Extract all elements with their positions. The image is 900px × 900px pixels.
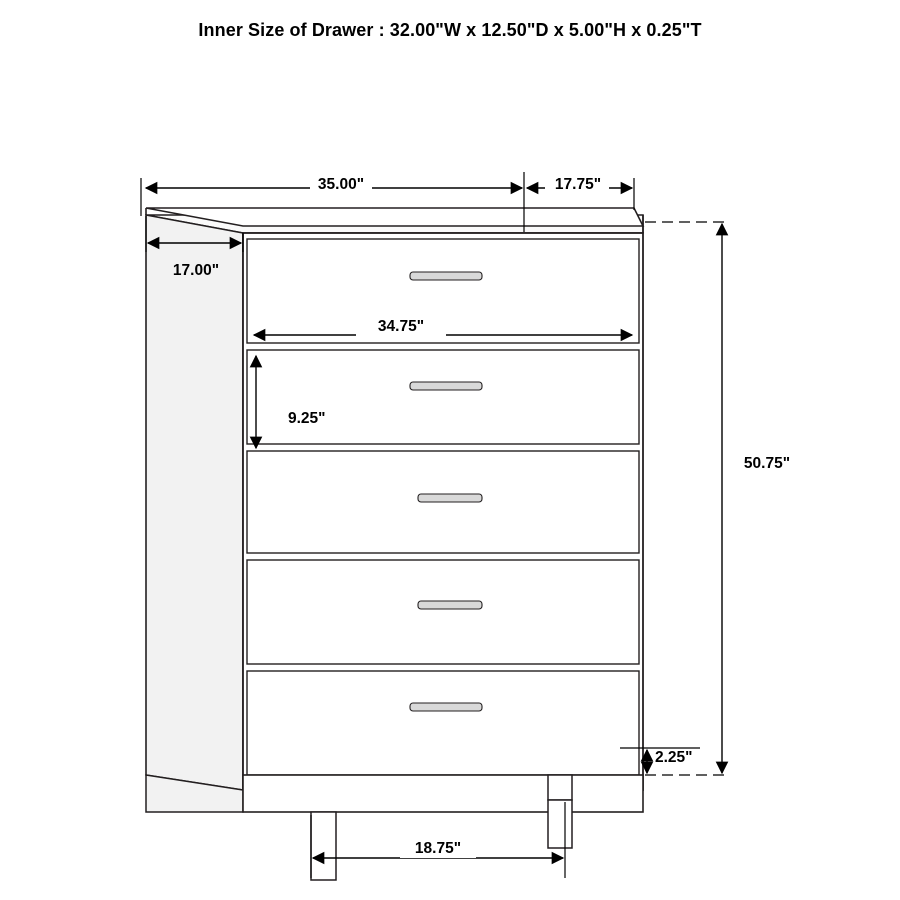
dimension-label-depth: 17.00": [172, 262, 220, 279]
dimension-label-drawer-width: 34.75": [377, 318, 425, 335]
dimension-label-height-total: 50.75": [743, 455, 791, 472]
dimension-top-overhang: [527, 174, 632, 194]
drawer-handle: [418, 494, 482, 502]
drawer-handle: [410, 382, 482, 390]
chest-body: [146, 208, 643, 880]
dimension-label-width-total: 35.00": [317, 176, 365, 193]
side-panel-left: [146, 215, 243, 790]
base-front: [243, 775, 643, 812]
dimension-height-total: [722, 224, 810, 773]
drawer-handle: [418, 601, 482, 609]
page-title: Inner Size of Drawer : 32.00"W x 12.50"D x 5.00"H x 0.25"T: [198, 20, 702, 40]
drawer-handle: [410, 272, 482, 280]
drawer-front-3: [247, 451, 639, 553]
drawer-front-5: [247, 671, 639, 775]
drawer-front-2: [247, 350, 639, 444]
drawer-front-4: [247, 560, 639, 664]
dimension-label-top-overhang: 17.75": [554, 176, 602, 193]
leg-right: [548, 800, 572, 848]
dimension-label-drawer-height: 9.25": [288, 410, 326, 427]
dimension-leg-height: [647, 749, 693, 773]
leg-right-upper: [548, 775, 572, 800]
dimension-leg-span: [313, 838, 563, 858]
dimension-label-leg-height: 2.25": [655, 749, 693, 766]
drawer-handle: [410, 703, 482, 711]
dimension-label-leg-span: 18.75": [414, 840, 462, 857]
leg-left: [311, 812, 336, 880]
dimension-width-total: [146, 174, 522, 194]
